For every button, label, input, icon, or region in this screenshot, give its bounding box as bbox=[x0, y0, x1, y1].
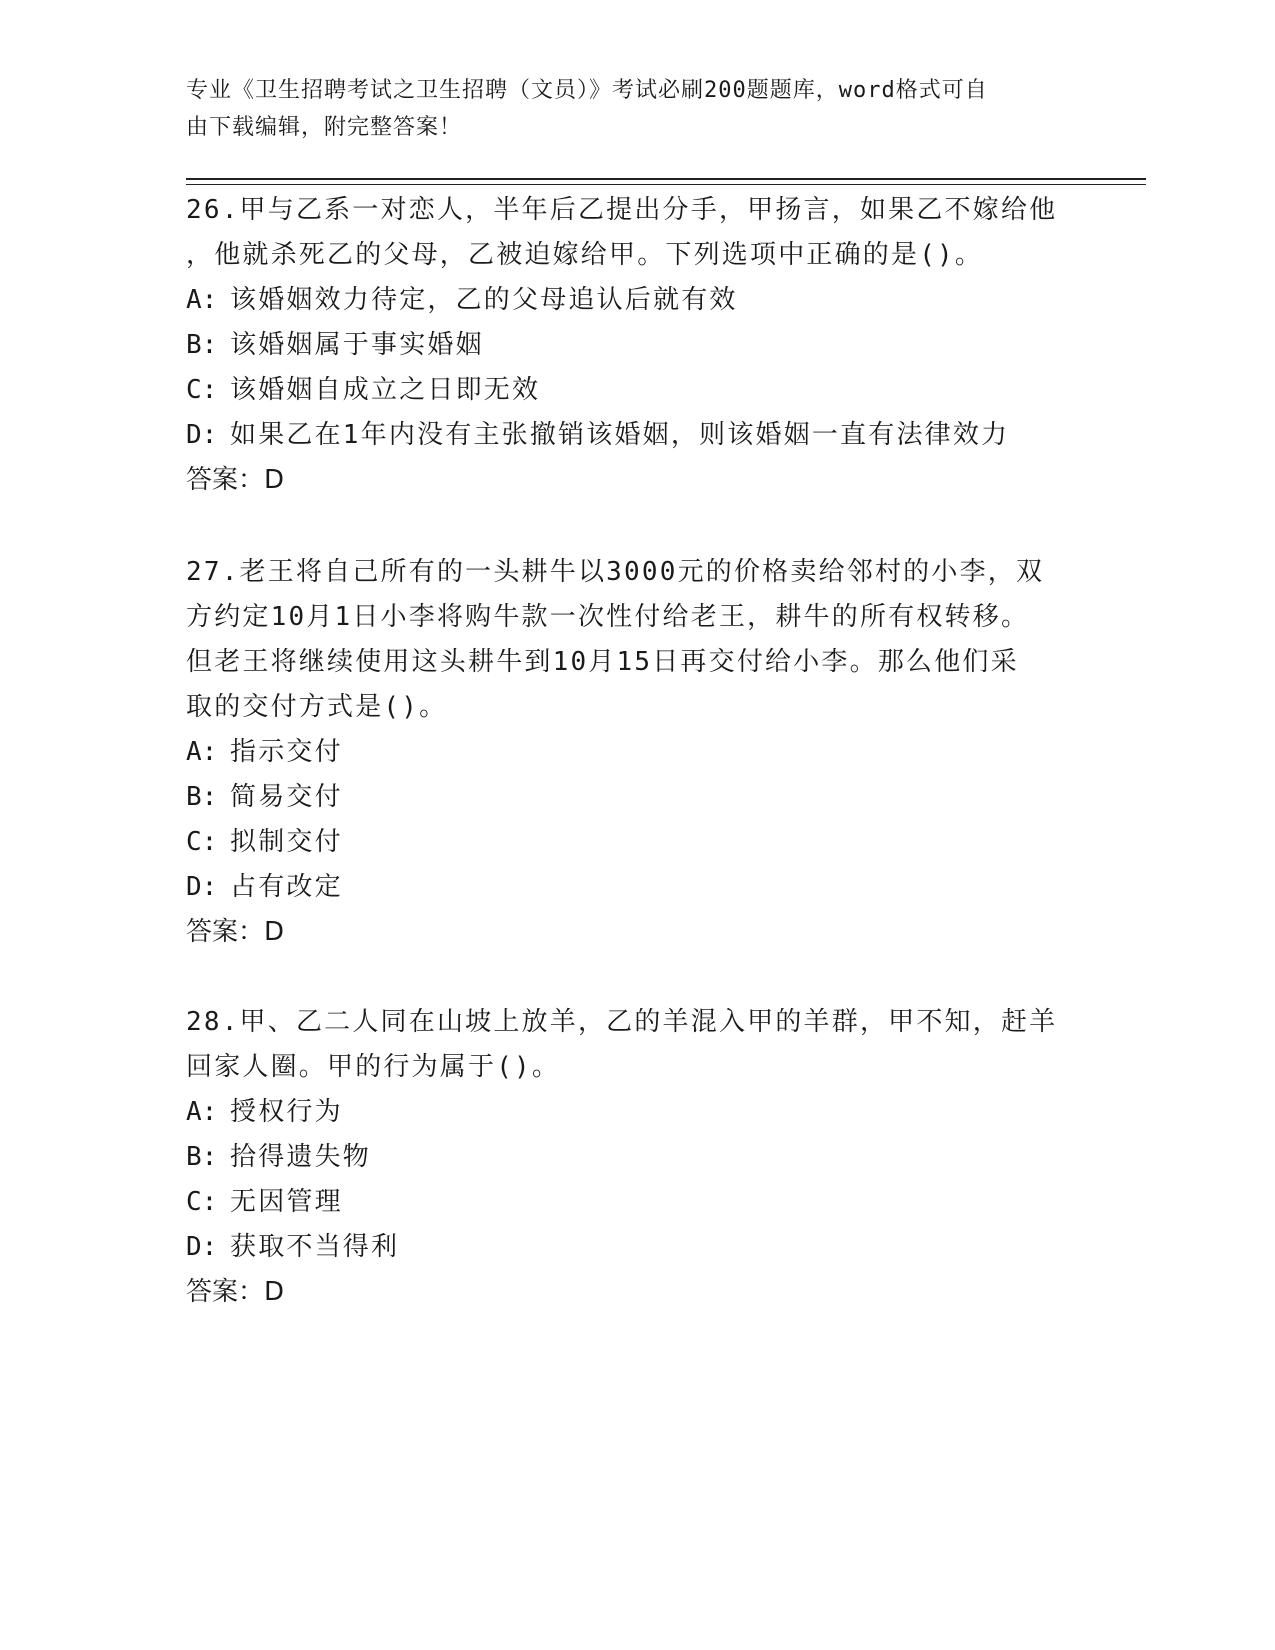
question-27 bbox=[186, 550, 1086, 955]
option-key: D: bbox=[186, 420, 218, 450]
option-key: C: bbox=[186, 375, 218, 405]
option-text: 简易交付 bbox=[230, 782, 343, 812]
option-key: A: bbox=[186, 737, 218, 767]
question-27-option-a bbox=[186, 730, 1086, 775]
option-key: D: bbox=[186, 1232, 218, 1262]
question-28-line-2: 回家人圈。甲的行为属于()。 bbox=[186, 1052, 561, 1082]
header-line-2: 由下载编辑，附完整答案！ bbox=[186, 115, 463, 140]
document-header bbox=[186, 72, 1066, 146]
question-28-answer: 答案：D bbox=[186, 1277, 285, 1307]
option-text: 该婚姻属于事实婚姻 bbox=[230, 330, 484, 360]
question-27-option-c bbox=[186, 820, 1086, 865]
question-26-option-a bbox=[186, 278, 1086, 323]
question-27-line-3: 但老王将继续使用这头耕牛到10月15日再交付给小李。那么他们采 bbox=[186, 647, 1019, 677]
option-text: 指示交付 bbox=[230, 737, 343, 767]
question-28-option-d bbox=[186, 1225, 1086, 1270]
question-26-answer: 答案：D bbox=[186, 465, 285, 495]
question-27-option-d bbox=[186, 865, 1086, 910]
option-text: 获取不当得利 bbox=[230, 1232, 400, 1262]
question-27-line-4: 取的交付方式是()。 bbox=[186, 692, 448, 722]
question-27-answer: 答案：D bbox=[186, 917, 285, 947]
option-key: B: bbox=[186, 782, 218, 812]
option-key: C: bbox=[186, 827, 218, 857]
option-text: 该婚姻效力待定，乙的父母追认后就有效 bbox=[230, 285, 738, 315]
option-text: 拾得遗失物 bbox=[230, 1142, 372, 1172]
option-text: 占有改定 bbox=[230, 872, 343, 902]
header-divider-thin bbox=[186, 184, 1146, 185]
question-26 bbox=[186, 188, 1086, 503]
question-26-line-2: ，他就杀死乙的父母，乙被迫嫁给甲。下列选项中正确的是()。 bbox=[186, 240, 984, 270]
option-key: B: bbox=[186, 1142, 218, 1172]
question-26-line-1: 26.甲与乙系一对恋人，半年后乙提出分手，甲扬言，如果乙不嫁给他 bbox=[186, 195, 1058, 225]
option-text: 授权行为 bbox=[230, 1097, 343, 1127]
option-key: C: bbox=[186, 1187, 218, 1217]
header-divider-thick bbox=[186, 178, 1146, 180]
option-key: B: bbox=[186, 330, 218, 360]
option-key: A: bbox=[186, 1097, 218, 1127]
header-line-1: 专业《卫生招聘考试之卫生招聘（文员）》考试必刷200题题库，word格式可自 bbox=[186, 78, 988, 103]
option-key: D: bbox=[186, 872, 218, 902]
question-28-option-c bbox=[186, 1180, 1086, 1225]
question-28-option-b bbox=[186, 1135, 1086, 1180]
option-text: 无因管理 bbox=[230, 1187, 343, 1217]
question-26-option-c bbox=[186, 368, 1086, 413]
option-key: A: bbox=[186, 285, 218, 315]
option-text: 如果乙在1年内没有主张撤销该婚姻，则该婚姻一直有法律效力 bbox=[230, 420, 1010, 450]
question-28-option-a bbox=[186, 1090, 1086, 1135]
option-text: 拟制交付 bbox=[230, 827, 343, 857]
question-27-line-1: 27.老王将自己所有的一头耕牛以3000元的价格卖给邻村的小李，双 bbox=[186, 557, 1045, 587]
question-26-option-b bbox=[186, 323, 1086, 368]
question-26-option-d bbox=[186, 413, 1086, 458]
question-27-line-2: 方约定10月1日小李将购牛款一次性付给老王，耕牛的所有权转移。 bbox=[186, 602, 1030, 632]
question-28-line-1: 28.甲、乙二人同在山坡上放羊，乙的羊混入甲的羊群，甲不知，赶羊 bbox=[186, 1007, 1058, 1037]
question-28 bbox=[186, 1000, 1086, 1315]
option-text: 该婚姻自成立之日即无效 bbox=[230, 375, 541, 405]
question-27-option-b bbox=[186, 775, 1086, 820]
